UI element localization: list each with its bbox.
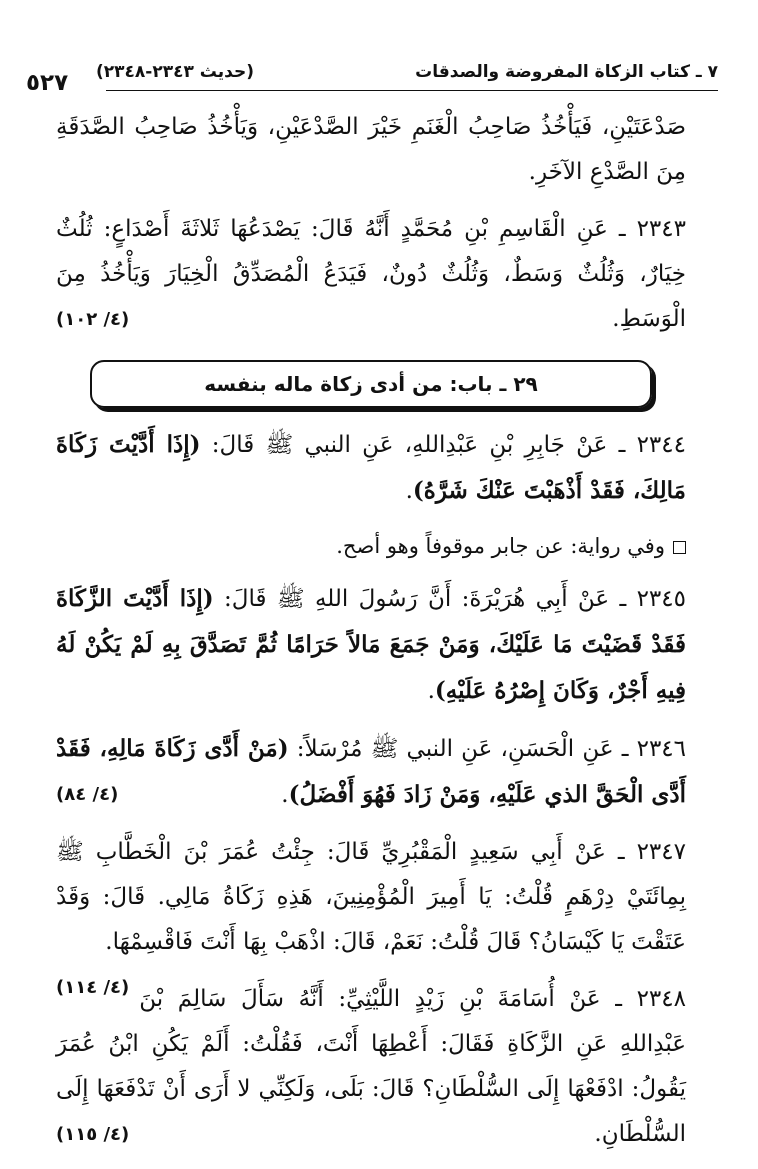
riwaya-note bbox=[56, 526, 686, 566]
page-body bbox=[56, 105, 686, 1169]
hadith-2344 bbox=[56, 422, 686, 514]
hadith-2344-intro: ٢٣٤٤ ـ عَنْ جَابِرِ بْنِ عَبْدِاللهِ، عَنِ النبي ﷺ قَالَ: bbox=[200, 432, 686, 458]
hadith-range: (حديث ٢٣٤٣-٢٣٤٨) bbox=[96, 62, 255, 82]
hadith-2347-text: ٢٣٤٧ ـ عَنْ أَبِي سَعِيدٍ الْمَقْبُرِيِّ قَالَ: جِئْتُ عُمَرَ بْنَ الْخَطَّابِ ﷺ بِمِائَتَيْ دِرْهَمٍ قُلْتُ: يَا أَمِيرَ الْمُؤْمِنِينَ، هَذِهِ زَكَاةُ مَالِي. قَالَ: وَقَدْ عَتَقْتَ يَا كَيْسَانُ؟ قَالَ قُلْتُ: نَعَمْ، قَالَ: اذْهَبْ بِهَا أَنْتَ فَاقْسِمْهَا. bbox=[56, 839, 686, 955]
running-chapter-title: ٧ ـ كتاب الزكاة المفروضة والصدقات bbox=[415, 62, 718, 82]
hadith-2348-reference: (٤/ ١١٥) bbox=[56, 1124, 130, 1145]
page-header bbox=[26, 52, 718, 96]
hadith-2346-intro: ٢٣٤٦ ـ عَنِ الْحَسَنِ، عَنِ النبي ﷺ مُرْسَلاً: bbox=[288, 736, 687, 762]
hadith-2347-reference: (٤/ ١١٤) bbox=[56, 977, 130, 998]
hadith-2345 bbox=[56, 576, 686, 714]
hadith-2346 bbox=[56, 726, 686, 818]
hadith-2348-text: ٢٣٤٨ ـ عَنْ أُسَامَةَ بْنِ زَيْدٍ اللَّيْثِيِّ: أَنَّهُ سَأَلَ سَالِمَ بْنَ عَبْدِاللهِ عَنِ الزَّكَاةِ فَقَالَ: أَعْطِهَا أَنْتَ، فَقُلْتُ: أَلَمْ يَكُنِ ابْنُ عُمَرَ يَقُولُ: ادْفَعْهَا إِلَى السُّلْطَانِ؟ قَالَ: بَلَى، وَلَكِنِّي لا أَرَى أَنْ تَدْفَعَهَا إِلَى السُّلْطَانِ. bbox=[56, 986, 686, 1147]
hadith-2343 bbox=[56, 207, 686, 342]
hadith-2344-quote: (إِذَا أَدَّيْتَ زَكَاةَ مَالِكَ، فَقَدْ أَذْهَبْتَ عَنْكَ شَرَّهُ) bbox=[56, 431, 686, 504]
hadith-2343-text: ٢٣٤٣ ـ عَنِ الْقَاسِمِ بْنِ مُحَمَّدٍ أَنَّهُ قَالَ: يَصْدَعُهَا ثَلاثَةَ أَصْدَاعٍ: ثُلُثٌ خِيَارٌ، وَثُلُثٌ وَسَطٌ، وَثُلُثٌ دُونٌ، فَيَدَعُ الْمُصَدِّقُ الْخِيَارَ وَيَأْخُذُ مِنَ الْوَسَطِ. bbox=[56, 216, 686, 332]
page-number: ٥٢٧ bbox=[26, 70, 69, 96]
hadith-2345-intro: ٢٣٤٥ ـ عَنْ أَبِي هُرَيْرَةَ: أَنَّ رَسُولَ اللهِ ﷺ قَالَ: bbox=[213, 586, 686, 612]
hadith-2346-end: . bbox=[281, 782, 289, 808]
square-bullet-icon bbox=[673, 541, 686, 554]
header-rule bbox=[106, 90, 718, 91]
riwaya-note-text: وفي رواية: عن جابر موقوفاً وهو أصح. bbox=[336, 534, 665, 558]
chapter-heading: ٢٩ ـ باب: من أدى زكاة ماله بنفسه bbox=[204, 372, 538, 396]
hadith-2345-quote: (إِذَا أَدَّيْتَ الزَّكَاةَ فَقَدْ قَضَيْتَ مَا عَلَيْكَ، وَمَنْ جَمَعَ مَالاً حَرَامًا ثُمَّ تَصَدَّقَ بِهِ لَمْ يَكُنْ لَهُ فِيهِ أَجْرٌ، وَكَانَ إِصْرُهُ عَلَيْهِ) bbox=[56, 585, 686, 704]
continuation-text: صَدْعَتَيْنِ، فَيَأْخُذُ صَاحِبُ الْغَنَمِ خَيْرَ الصَّدْعَيْنِ، وَيَأْخُذُ صَاحِبُ الصَّدَقَةِ مِنَ الصَّدْعِ الآخَرِ. bbox=[56, 114, 686, 185]
continuation-paragraph bbox=[56, 105, 686, 195]
hadith-2343-reference: (٤/ ١٠٢) bbox=[56, 309, 130, 330]
hadith-2344-end: . bbox=[405, 478, 413, 504]
chapter-heading-box bbox=[90, 360, 652, 408]
hadith-2347 bbox=[56, 830, 686, 998]
hadith-2346-quote: (مَنْ أَدَّى زَكَاةَ مَالِهِ، فَقَدْ أَدَّى الْحَقَّ الذي عَلَيْهِ، وَمَنْ زَادَ فَهُوَ أَفْضَلُ) bbox=[56, 735, 686, 808]
hadith-2346-reference: (٤/ ٨٤) bbox=[56, 784, 119, 805]
hadith-2345-end: . bbox=[427, 678, 435, 704]
hadith-2348 bbox=[56, 977, 686, 1157]
